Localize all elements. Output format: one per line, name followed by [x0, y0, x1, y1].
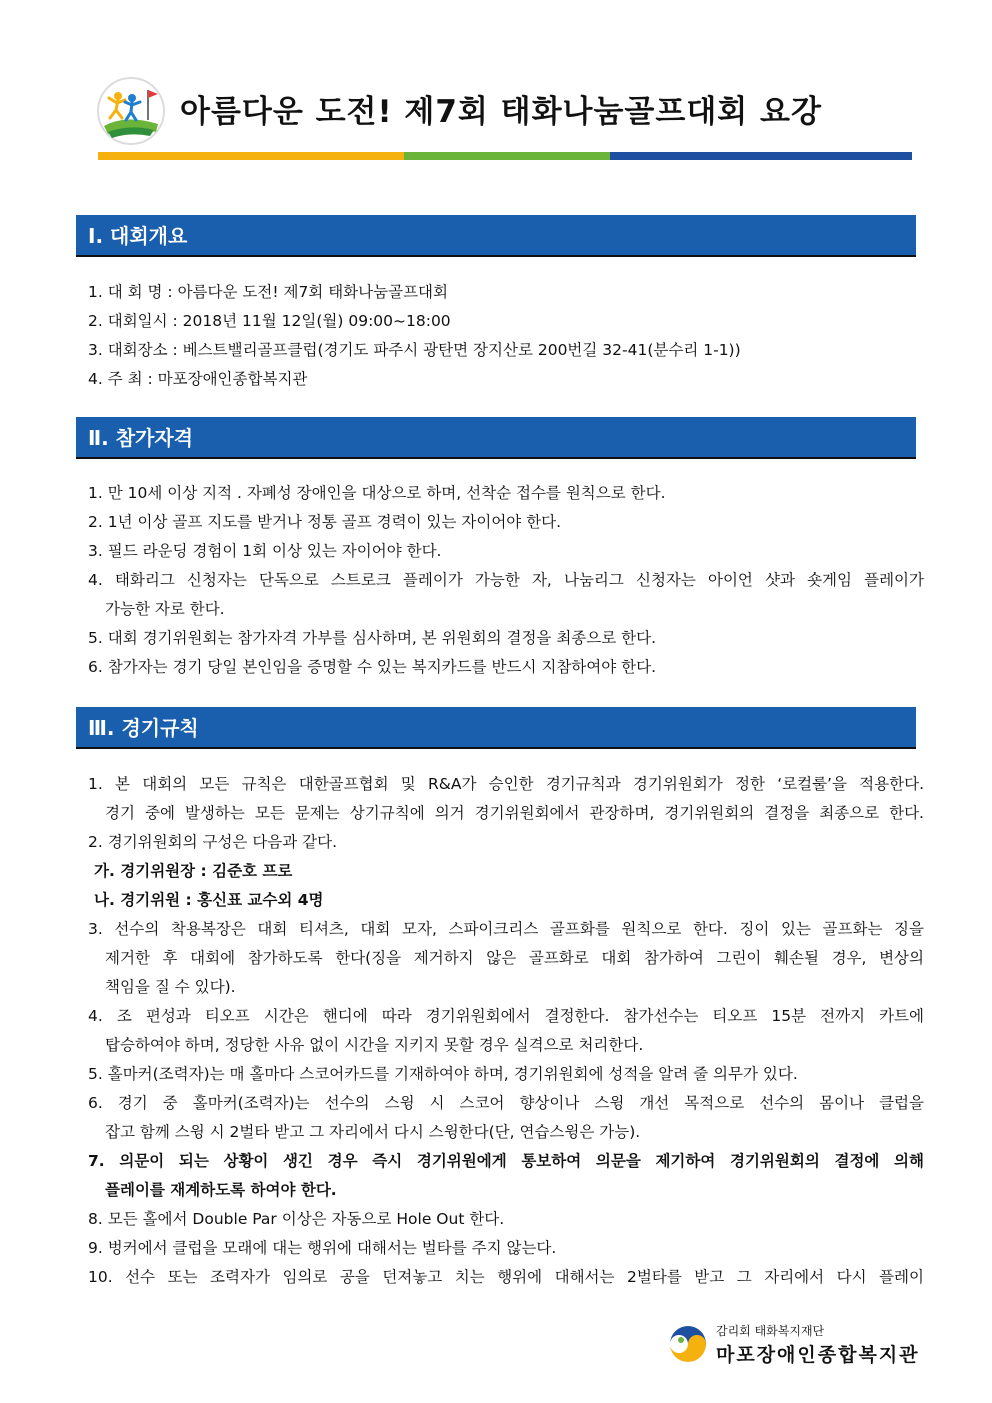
list-item: 2. 대회일시 : 2018년 11월 12일(월) 09:00~18:00	[88, 312, 451, 330]
footer-foundation-name: 감리회 태화복지재단	[716, 1324, 825, 1338]
section-heading-eligibility: Ⅱ. 참가자격	[76, 417, 916, 459]
list-item: 3. 선수의 착용복장은 대회 티셔츠, 대회 모자, 스파이크리스 골프화를 원칙으로 한다. 징이 있는 골프화는 징을	[88, 920, 924, 938]
list-item: 가능한 자로 한다.	[105, 600, 225, 618]
foundation-logo-icon	[668, 1324, 708, 1364]
color-bar-blue	[610, 152, 912, 160]
section-heading-rules: Ⅲ. 경기규칙	[76, 707, 916, 749]
color-bar-yellow	[98, 152, 404, 160]
list-item: 잡고 함께 스윙 시 2벌타 받고 그 자리에서 다시 스윙한다(단, 연습스윙은 가능).	[105, 1123, 641, 1141]
list-item: 나. 경기위원 : 홍신표 교수외 4명	[94, 891, 324, 909]
section-heading-overview: Ⅰ. 대회개요	[76, 215, 916, 257]
section-body-eligibility	[88, 479, 924, 682]
section-body-overview	[88, 278, 924, 394]
color-bar-green	[404, 152, 610, 160]
list-item: 8. 모든 홀에서 Double Par 이상은 자동으로 Hole Out 한다.	[88, 1210, 505, 1228]
list-item: 5. 홀마커(조력자)는 매 홀마다 스코어카드를 기재하여야 하며, 경기위원회에 성적을 알려 줄 의무가 있다.	[88, 1065, 798, 1083]
list-item: 4. 태화리그 신청자는 단독으로 스트로크 플레이가 가능한 자, 나눔리그 신청자는 아이언 샷과 숏게임 플레이가	[88, 571, 924, 589]
document-title: 아름다운 도전! 제7회 태화나눔골프대회 요강	[180, 94, 822, 130]
list-item: 3. 대회장소 : 베스트밸리골프클럽(경기도 파주시 광탄면 장지산로 200번길 32-41(분수리 1-1))	[88, 341, 741, 359]
list-item: 6. 참가자는 경기 당일 본인임을 증명할 수 있는 복지카드를 반드시 지참하여야 한다.	[88, 658, 657, 676]
list-item: 책임을 질 수 있다).	[105, 978, 236, 996]
title-color-bar	[98, 152, 912, 160]
list-item: 플레이를 재계하도록 하여야 한다.	[105, 1181, 337, 1199]
list-item: 1. 본 대회의 모든 규칙은 대한골프협회 및 R&A가 승인한 경기규칙과 경기위원회가 정한 ‘로컬룰’을 적용한다.	[88, 775, 924, 793]
list-item: 1. 만 10세 이상 지적 . 자폐성 장애인을 대상으로 하며, 선착순 접수를 원칙으로 한다.	[88, 484, 666, 502]
footer-center-name: 마포장애인종합복지관	[716, 1344, 920, 1366]
list-item: 10. 선수 또는 조력자가 임의로 공을 던져놓고 치는 행위에 대해서는 2벌타를 받고 그 자리에서 다시 플레이	[88, 1268, 924, 1286]
list-item: 9. 벙커에서 클럽을 모래에 대는 행위에 대해서는 벌타를 주지 않는다.	[88, 1239, 557, 1257]
list-item: 6. 경기 중 홀마커(조력자)는 선수의 스윙 시 스코어 향상이나 스윙 개선 목적으로 선수의 몸이나 클럽을	[88, 1094, 924, 1112]
list-item: 1. 대 회 명 : 아름다운 도전! 제7회 태화나눔골프대회	[88, 283, 448, 301]
list-item: 경기 중에 발생하는 모든 문제는 상기규칙에 의거 경기위원회에서 관장하며, 경기위원회의 결정을 최종으로 한다.	[105, 804, 924, 822]
list-item: 7. 의문이 되는 상황이 생긴 경우 즉시 경기위원에게 통보하여 의문을 제기하여 경기위원회의 결정에 의해	[88, 1152, 924, 1170]
list-item: 제거한 후 대회에 참가하도록 한다(징을 제거하지 않은 골프화로 대회 참가하여 그린이 훼손될 경우, 변상의	[105, 949, 924, 967]
footer-organization	[668, 1322, 928, 1366]
list-item: 5. 대회 경기위원회는 참가자격 가부를 심사하며, 본 위원회의 결정을 최종으로 한다.	[88, 629, 657, 647]
list-item: 4. 조 편성과 티오프 시간은 핸디에 따라 경기위원회에서 결정한다. 참가선수는 티오프 15분 전까지 카트에	[88, 1007, 924, 1025]
section-body-rules	[88, 770, 924, 1292]
document-header	[96, 74, 912, 164]
list-item: 탑승하여야 하며, 정당한 사유 없이 시간을 지키지 못할 경우 실격으로 처리한다.	[105, 1036, 644, 1054]
list-item: 2. 1년 이상 골프 지도를 받거나 정통 골프 경력이 있는 자이어야 한다.	[88, 513, 562, 531]
golf-logo-icon	[96, 76, 166, 146]
list-item: 2. 경기위원회의 구성은 다음과 같다.	[88, 833, 338, 851]
list-item: 4. 주 최 : 마포장애인종합복지관	[88, 370, 308, 388]
list-item: 3. 필드 라운딩 경험이 1회 이상 있는 자이어야 한다.	[88, 542, 442, 560]
list-item: 가. 경기위원장 : 김준호 프로	[94, 862, 293, 880]
